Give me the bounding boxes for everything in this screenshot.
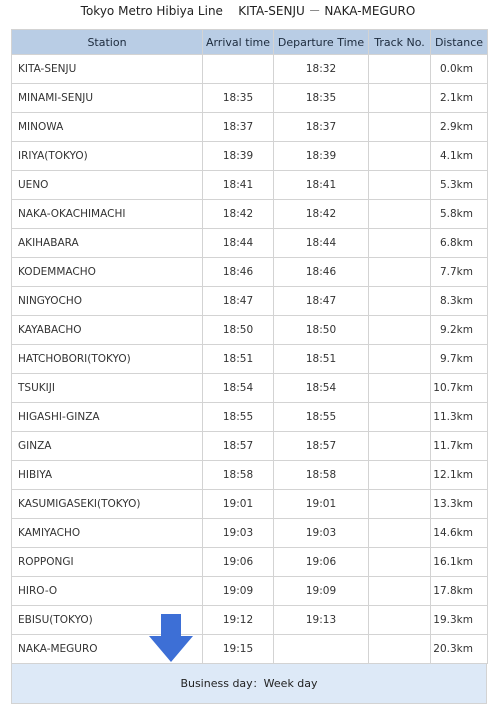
arrival-time-cell: 18:35 xyxy=(203,84,274,113)
distance-cell: 0.0km xyxy=(431,55,488,84)
departure-time-cell: 18:41 xyxy=(274,171,369,200)
arrival-time-cell xyxy=(203,55,274,84)
distance-cell: 12.1km xyxy=(431,461,488,490)
table-row xyxy=(12,548,488,577)
track-no-cell xyxy=(369,519,431,548)
track-no-cell xyxy=(369,403,431,432)
distance-cell: 4.1km xyxy=(431,142,488,171)
track-no-cell xyxy=(369,606,431,635)
table-row xyxy=(12,461,488,490)
distance-cell: 2.9km xyxy=(431,113,488,142)
station-cell: NAKA-MEGURO xyxy=(12,635,203,664)
arrival-time-cell: 18:54 xyxy=(203,374,274,403)
station-cell: EBISU(TOKYO) xyxy=(12,606,203,635)
station-cell: NINGYOCHO xyxy=(12,287,203,316)
departure-time-cell: 18:39 xyxy=(274,142,369,171)
track-no-cell xyxy=(369,432,431,461)
arrival-time-cell: 18:42 xyxy=(203,200,274,229)
arrival-time-cell: 18:39 xyxy=(203,142,274,171)
station-cell: HIRO-O xyxy=(12,577,203,606)
timetable-header-row xyxy=(12,30,488,55)
departure-time-cell: 18:55 xyxy=(274,403,369,432)
station-cell: TSUKIJI xyxy=(12,374,203,403)
track-no-cell xyxy=(369,229,431,258)
departure-time-cell: 18:35 xyxy=(274,84,369,113)
departure-time-cell: 19:13 xyxy=(274,606,369,635)
station-cell: KITA-SENJU xyxy=(12,55,203,84)
table-row xyxy=(12,200,488,229)
track-no-cell xyxy=(369,490,431,519)
table-row xyxy=(12,84,488,113)
distance-cell: 7.7km xyxy=(431,258,488,287)
timetable xyxy=(11,29,488,664)
timetable-body xyxy=(12,55,488,664)
table-row xyxy=(12,374,488,403)
station-cell: KODEMMACHO xyxy=(12,258,203,287)
arrow-down-icon-shape xyxy=(149,614,193,662)
station-cell: NAKA-OKACHIMACHI xyxy=(12,200,203,229)
track-no-cell xyxy=(369,200,431,229)
arrival-time-cell: 19:09 xyxy=(203,577,274,606)
track-no-cell xyxy=(369,461,431,490)
table-row xyxy=(12,229,488,258)
station-cell: HATCHOBORI(TOKYO) xyxy=(12,345,203,374)
column-header-track-no: Track No. xyxy=(369,30,431,55)
arrival-time-cell: 19:03 xyxy=(203,519,274,548)
track-no-cell xyxy=(369,548,431,577)
departure-time-cell: 18:50 xyxy=(274,316,369,345)
distance-cell: 8.3km xyxy=(431,287,488,316)
distance-cell: 13.3km xyxy=(431,490,488,519)
station-cell: KAMIYACHO xyxy=(12,519,203,548)
arrival-time-cell: 18:58 xyxy=(203,461,274,490)
table-row xyxy=(12,432,488,461)
track-no-cell xyxy=(369,84,431,113)
distance-cell: 9.7km xyxy=(431,345,488,374)
distance-cell: 10.7km xyxy=(431,374,488,403)
distance-cell: 17.8km xyxy=(431,577,488,606)
station-cell: UENO xyxy=(12,171,203,200)
track-no-cell xyxy=(369,345,431,374)
departure-time-cell: 18:58 xyxy=(274,461,369,490)
distance-cell: 14.6km xyxy=(431,519,488,548)
distance-cell: 5.3km xyxy=(431,171,488,200)
station-cell: IRIYA(TOKYO) xyxy=(12,142,203,171)
track-no-cell xyxy=(369,374,431,403)
table-row xyxy=(12,403,488,432)
station-cell: HIBIYA xyxy=(12,461,203,490)
arrival-time-cell: 18:46 xyxy=(203,258,274,287)
distance-cell: 6.8km xyxy=(431,229,488,258)
table-row xyxy=(12,142,488,171)
table-row xyxy=(12,345,488,374)
table-row xyxy=(12,316,488,345)
table-row xyxy=(12,171,488,200)
business-day-footer: Business day：Week day xyxy=(11,663,487,704)
arrival-time-cell: 19:06 xyxy=(203,548,274,577)
departure-time-cell: 19:09 xyxy=(274,577,369,606)
station-cell: AKIHABARA xyxy=(12,229,203,258)
track-no-cell xyxy=(369,113,431,142)
arrival-time-cell: 19:12 xyxy=(203,606,274,635)
track-no-cell xyxy=(369,171,431,200)
track-no-cell xyxy=(369,577,431,606)
departure-time-cell: 18:51 xyxy=(274,345,369,374)
table-row xyxy=(12,55,488,84)
distance-cell: 5.8km xyxy=(431,200,488,229)
arrival-time-cell: 18:57 xyxy=(203,432,274,461)
track-no-cell xyxy=(369,55,431,84)
track-no-cell xyxy=(369,287,431,316)
departure-time-cell: 19:06 xyxy=(274,548,369,577)
distance-cell: 16.1km xyxy=(431,548,488,577)
column-header-distance: Distance xyxy=(431,30,488,55)
table-row xyxy=(12,113,488,142)
arrival-time-cell: 18:41 xyxy=(203,171,274,200)
departure-time-cell: 18:42 xyxy=(274,200,369,229)
column-header-departure-time: Departure Time xyxy=(274,30,369,55)
departure-time-cell: 18:54 xyxy=(274,374,369,403)
track-no-cell xyxy=(369,142,431,171)
departure-time-cell: 19:03 xyxy=(274,519,369,548)
table-row xyxy=(12,490,488,519)
departure-time-cell: 18:46 xyxy=(274,258,369,287)
table-row xyxy=(12,519,488,548)
track-no-cell xyxy=(369,258,431,287)
arrival-time-cell: 18:47 xyxy=(203,287,274,316)
arrival-time-cell: 19:15 xyxy=(203,635,274,664)
departure-time-cell: 18:32 xyxy=(274,55,369,84)
distance-cell: 11.3km xyxy=(431,403,488,432)
arrow-down-icon[interactable] xyxy=(149,614,193,662)
arrival-time-cell: 18:51 xyxy=(203,345,274,374)
departure-time-cell xyxy=(274,635,369,664)
station-cell: MINOWA xyxy=(12,113,203,142)
station-cell: HIGASHI-GINZA xyxy=(12,403,203,432)
departure-time-cell: 19:01 xyxy=(274,490,369,519)
departure-time-cell: 18:37 xyxy=(274,113,369,142)
departure-time-cell: 18:44 xyxy=(274,229,369,258)
column-header-arrival-time: Arrival time xyxy=(203,30,274,55)
distance-cell: 19.3km xyxy=(431,606,488,635)
table-row xyxy=(12,606,488,635)
table-row xyxy=(12,635,488,664)
station-cell: MINAMI-SENJU xyxy=(12,84,203,113)
arrival-time-cell: 18:50 xyxy=(203,316,274,345)
track-no-cell xyxy=(369,316,431,345)
departure-time-cell: 18:47 xyxy=(274,287,369,316)
distance-cell: 9.2km xyxy=(431,316,488,345)
arrival-time-cell: 18:44 xyxy=(203,229,274,258)
table-row xyxy=(12,287,488,316)
arrival-time-cell: 19:01 xyxy=(203,490,274,519)
track-no-cell xyxy=(369,635,431,664)
station-cell: ROPPONGI xyxy=(12,548,203,577)
distance-cell: 2.1km xyxy=(431,84,488,113)
station-cell: KAYABACHO xyxy=(12,316,203,345)
column-header-station: Station xyxy=(12,30,203,55)
arrival-time-cell: 18:37 xyxy=(203,113,274,142)
station-cell: GINZA xyxy=(12,432,203,461)
distance-cell: 11.7km xyxy=(431,432,488,461)
distance-cell: 20.3km xyxy=(431,635,488,664)
station-cell: KASUMIGASEKI(TOKYO) xyxy=(12,490,203,519)
table-row xyxy=(12,258,488,287)
departure-time-cell: 18:57 xyxy=(274,432,369,461)
arrival-time-cell: 18:55 xyxy=(203,403,274,432)
page-title: Tokyo Metro Hibiya Line KITA-SENJU － NAKA-MEGURO xyxy=(80,4,416,18)
table-row xyxy=(12,577,488,606)
